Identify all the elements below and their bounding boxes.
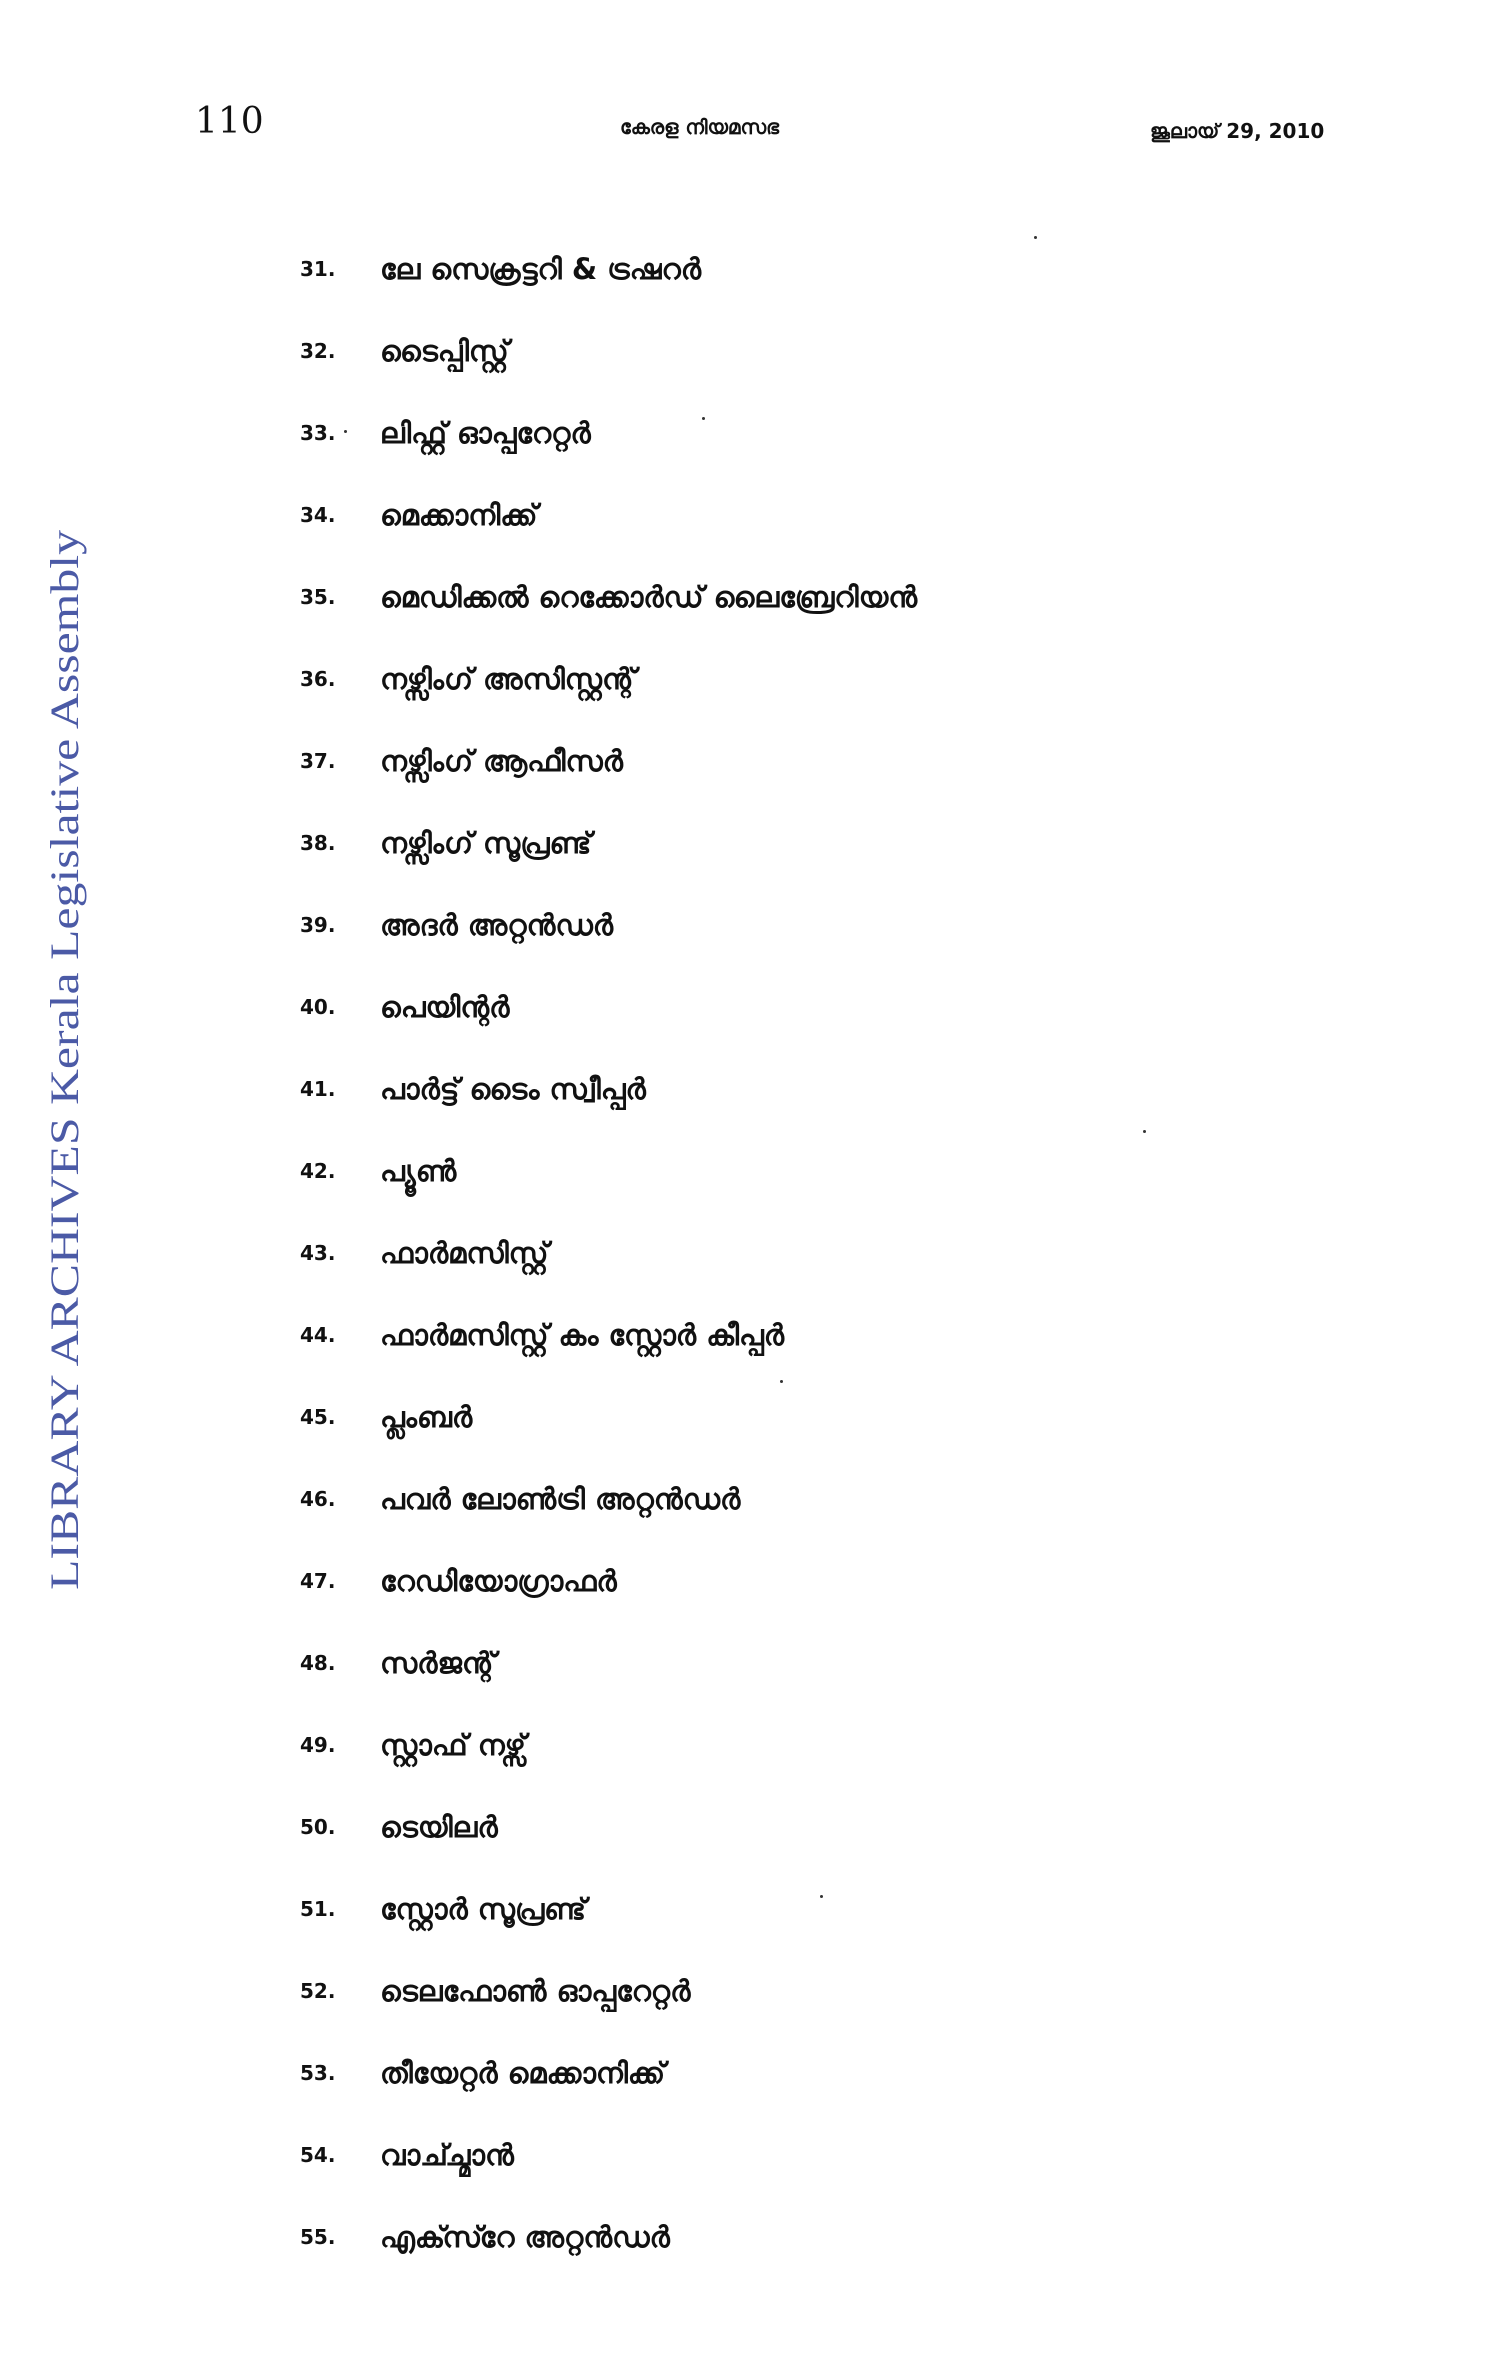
item-label: ലിഫ്റ്റ് ഓപ്പറേറ്റർ xyxy=(380,415,591,450)
watermark-text: LIBRARY ARCHIVES Kerala Legislative Assembly xyxy=(42,738,87,1590)
list-item xyxy=(300,1048,917,1130)
scan-speck xyxy=(1034,236,1037,239)
item-label: വാച്ച്മാൻ xyxy=(380,2137,514,2172)
item-number: 50. xyxy=(300,1815,336,1839)
running-title: കേരള നിയമസഭ xyxy=(620,115,779,139)
list-item xyxy=(300,802,917,884)
item-number: 52. xyxy=(300,1979,336,2003)
item-label: പവർ ലോൺട്രി അറ്റൻഡർ xyxy=(380,1481,741,1516)
item-label: സ്റ്റോർ സൂപ്രണ്ട് xyxy=(380,1891,587,1926)
item-number: 41. xyxy=(300,1077,336,1101)
list-item xyxy=(300,638,917,720)
list-item xyxy=(300,1376,917,1458)
item-number: 34. xyxy=(300,503,336,527)
list-item xyxy=(300,1130,917,1212)
list-item xyxy=(300,1622,917,1704)
item-number: 48. xyxy=(300,1651,336,1675)
list-item xyxy=(300,1704,917,1786)
item-number: 42. xyxy=(300,1159,336,1183)
list-item xyxy=(300,884,917,966)
list-item xyxy=(300,720,917,802)
item-label: ഫാർമസിസ്റ്റ് കം സ്റ്റോർ കീപ്പർ xyxy=(380,1317,785,1352)
item-label: അദർ അറ്റൻഡർ xyxy=(380,907,614,942)
list-item xyxy=(300,1294,917,1376)
item-number: 55. xyxy=(300,2225,336,2249)
item-label: നഴ്സിംഗ് അസിസ്റ്റന്റ് xyxy=(380,661,637,696)
item-label: പാർട്ട് ടൈം സ്വീപ്പർ xyxy=(380,1071,646,1106)
list-item xyxy=(300,2032,917,2114)
list-item xyxy=(300,474,917,556)
item-number: 46. xyxy=(300,1487,336,1511)
item-number: 37. xyxy=(300,749,336,773)
item-number: 39. xyxy=(300,913,336,937)
item-label: നഴ്സിംഗ് സൂപ്രണ്ട് xyxy=(380,825,592,860)
list-item xyxy=(300,1950,917,2032)
item-label: മെഡിക്കൽ റെക്കോർഡ് ലൈബ്രേറിയൻ xyxy=(380,579,918,614)
item-number: 32. xyxy=(300,339,336,363)
item-number: 31. xyxy=(300,257,336,281)
list-item xyxy=(300,966,917,1048)
item-number: 35. xyxy=(300,585,336,609)
item-number: 40. xyxy=(300,995,336,1019)
item-label: ടെലഫോൺ ഓപ്പറേറ്റർ xyxy=(380,1973,691,2008)
list-item xyxy=(300,392,917,474)
item-number: 54. xyxy=(300,2143,336,2167)
item-label: പെയിന്റർ xyxy=(380,989,510,1024)
scan-speck xyxy=(702,417,705,420)
item-label: ഫാർമസിസ്റ്റ് xyxy=(380,1235,549,1270)
scan-speck xyxy=(780,1380,783,1383)
item-number: 36. xyxy=(300,667,336,691)
list-item xyxy=(300,2196,917,2278)
item-number: 49. xyxy=(300,1733,336,1757)
item-label: റേഡിയോഗ്രാഫർ xyxy=(380,1563,617,1598)
watermark xyxy=(0,0,120,2350)
item-label: സ്റ്റാഫ് നഴ്സ് xyxy=(380,1727,526,1762)
page-date: ജൂലായ് 29, 2010 xyxy=(1150,119,1325,143)
item-number: 38. xyxy=(300,831,336,855)
list-item xyxy=(300,1786,917,1868)
list-item xyxy=(300,1868,917,1950)
list-item xyxy=(300,2114,917,2196)
item-label: പ്യൂൺ xyxy=(380,1153,457,1188)
item-number: 33. xyxy=(300,421,336,445)
scan-speck xyxy=(344,430,347,433)
item-number: 51. xyxy=(300,1897,336,1921)
list-item xyxy=(300,556,917,638)
item-label: തീയേറ്റർ മെക്കാനിക്ക് xyxy=(380,2055,666,2090)
watermark-graphic xyxy=(0,0,120,2350)
list-item xyxy=(300,310,917,392)
item-number: 43. xyxy=(300,1241,336,1265)
item-label: ലേ സെക്രട്ടറി & ട്രഷറർ xyxy=(380,251,702,286)
item-label: എക്സ്റേ അറ്റൻഡർ xyxy=(380,2219,670,2254)
scan-speck xyxy=(820,1895,823,1898)
item-number: 44. xyxy=(300,1323,336,1347)
list-item xyxy=(300,1212,917,1294)
list-item xyxy=(300,1540,917,1622)
scan-speck xyxy=(1143,1130,1146,1133)
item-label: ടെയിലർ xyxy=(380,1809,498,1844)
item-number: 45. xyxy=(300,1405,336,1429)
item-label: നഴ്സിംഗ് ആഫീസർ xyxy=(380,743,623,778)
page-number: 110 xyxy=(195,101,264,142)
item-list xyxy=(300,228,917,2278)
item-label: ടൈപ്പിസ്റ്റ് xyxy=(380,333,509,368)
item-label: സർജന്റ് xyxy=(380,1645,496,1680)
list-item xyxy=(300,1458,917,1540)
list-item xyxy=(300,228,917,310)
item-label: പ്ലംബർ xyxy=(380,1399,473,1434)
item-number: 47. xyxy=(300,1569,336,1593)
item-label: മെക്കാനിക്ക് xyxy=(380,497,538,532)
item-number: 53. xyxy=(300,2061,336,2085)
